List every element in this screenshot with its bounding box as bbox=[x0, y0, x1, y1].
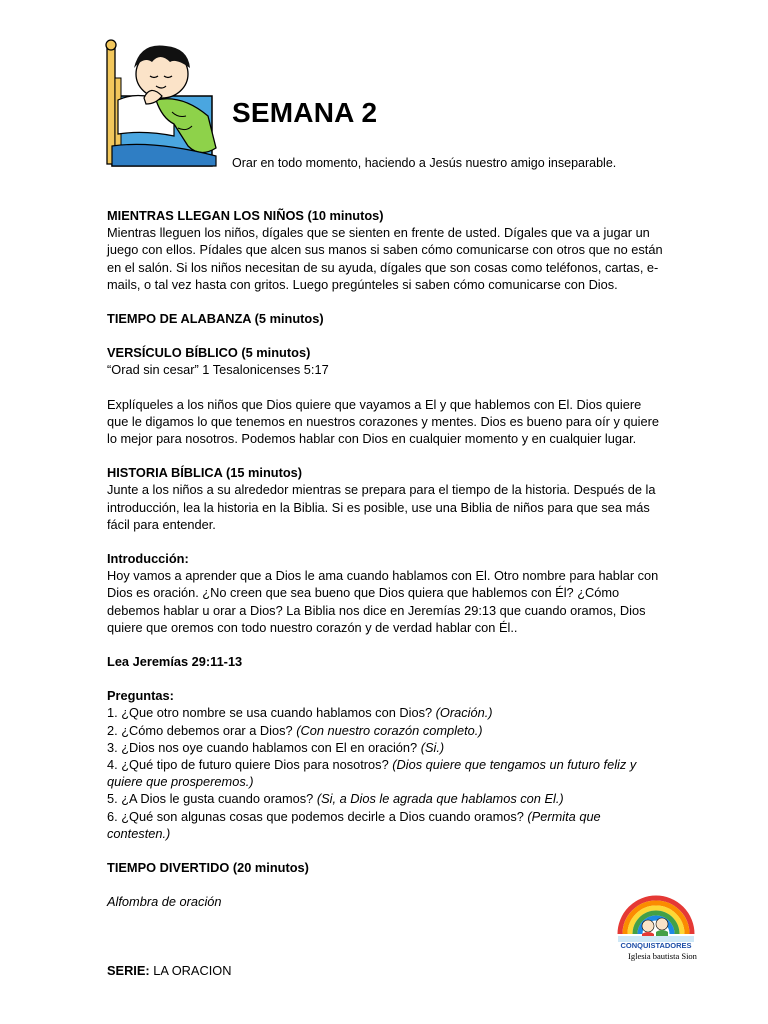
logo-caption: Iglesia bautista Sion bbox=[628, 951, 697, 961]
question-item bbox=[107, 722, 663, 739]
lesson-body bbox=[107, 207, 663, 911]
verse-quote: “Orad sin cesar” 1 Tesalonicenses 5:17 bbox=[107, 362, 329, 378]
question-text: 3. ¿Dios nos oye cuando hablamos con El en oración? bbox=[107, 739, 421, 755]
verse-explanation: Explíqueles a los niños que Dios quiere que vayamos a El y que hablemos con El. Dios quiere que le digamos lo que tenemos en nuestros corazones y mentes. Dios es bueno para oír y quiere lo mejor para nosotros. Podemos hablar con Dios en cualquier momento y en cualquier lugar. bbox=[107, 396, 660, 447]
question-item bbox=[107, 739, 663, 756]
question-answer: (Oración.) bbox=[435, 705, 493, 721]
question-item bbox=[107, 756, 663, 790]
section-heading-fun: TIEMPO DIVERTIDO (20 minutos) bbox=[107, 860, 309, 876]
question-text: 4. ¿Qué tipo de futuro quiere Dios para nosotros? bbox=[107, 757, 393, 773]
serie-line bbox=[107, 963, 231, 978]
section-heading-intro: Introducción: bbox=[107, 551, 189, 567]
serie-value: LA ORACION bbox=[149, 963, 232, 978]
section-heading-verse: VERSÍCULO BÍBLICO (5 minutos) bbox=[107, 345, 311, 361]
question-answer: (Si, a Dios le agrada que hablamos con El.) bbox=[316, 791, 564, 807]
page-title: SEMANA 2 bbox=[232, 97, 378, 128]
question-text: 5. ¿A Dios le gusta cuando oramos? bbox=[107, 791, 317, 807]
section-heading-arrival: MIENTRAS LLEGAN LOS NIÑOS (10 minutos) bbox=[107, 208, 384, 223]
question-text: 2. ¿Cómo debemos orar a Dios? bbox=[107, 722, 297, 738]
question-answer: (Permita que contesten.) bbox=[107, 808, 601, 841]
reading-reference: Lea Jeremías 29:11-13 bbox=[107, 654, 243, 670]
question-item bbox=[107, 790, 663, 807]
question-answer: (Dios quiere que tengamos un futuro feliz y quiere que prosperemos.) bbox=[107, 757, 637, 790]
page-subtitle: Orar en todo momento, haciendo a Jesús nuestro amigo inseparable. bbox=[232, 156, 617, 170]
question-item bbox=[107, 704, 663, 721]
section-text-intro: Hoy vamos a aprender que a Dios le ama cuando hablamos con El. Otro nombre para hablar con Dios es oración. ¿No creen que sea bueno que Dios quiera que hablemos con Él? ¿Cómo debemos hablar u orar a Dios? La Biblia nos dice en Jeremías 29:13 que cuando oramos, Dios quiere que oremos con todo nuestro corazón y de verdad hablar con Él.. bbox=[107, 568, 659, 635]
praying-child-illustration bbox=[104, 38, 226, 168]
fun-activity: Alfombra de oración bbox=[107, 894, 222, 910]
question-text: 1. ¿Que otro nombre se usa cuando hablamos con Dios? bbox=[107, 705, 436, 721]
logo-text: CONQUISTADORES bbox=[620, 941, 692, 950]
section-heading-story: HISTORIA BÍBLICA (15 minutos) bbox=[107, 465, 303, 481]
question-answer: (Si.) bbox=[420, 739, 445, 755]
section-heading-praise: TIEMPO DE ALABANZA (5 minutos) bbox=[107, 311, 324, 327]
question-item bbox=[107, 808, 663, 842]
section-text-arrival: Mientras lleguen los niños, dígales que se sienten en frente de usted. Dígales que va a jugar un juego con ellos. Pídales que alcen sus manos si saben cómo comunicarse con otros que no están en el salón. Si los niños necesitan de su ayuda, dígales que son cosas como teléfonos, cartas, e-mails, o tal vez hasta con gritos. Luego pregúnteles si saben cómo comunicarse con Dios. bbox=[107, 225, 663, 292]
serie-label: SERIE: bbox=[107, 963, 150, 978]
question-text: 6. ¿Qué son algunas cosas que podemos decirle a Dios cuando oramos? bbox=[107, 808, 528, 824]
section-text-story: Junte a los niños a su alrededor mientras se prepara para el tiempo de la historia. Después de la introducción, lea la historia en la Biblia. Si es posible, use una Biblia de niños para que sea más fácil para entender. bbox=[107, 482, 656, 532]
question-answer: (Con nuestro corazón completo.) bbox=[296, 722, 483, 738]
questions-heading: Preguntas: bbox=[107, 688, 174, 704]
